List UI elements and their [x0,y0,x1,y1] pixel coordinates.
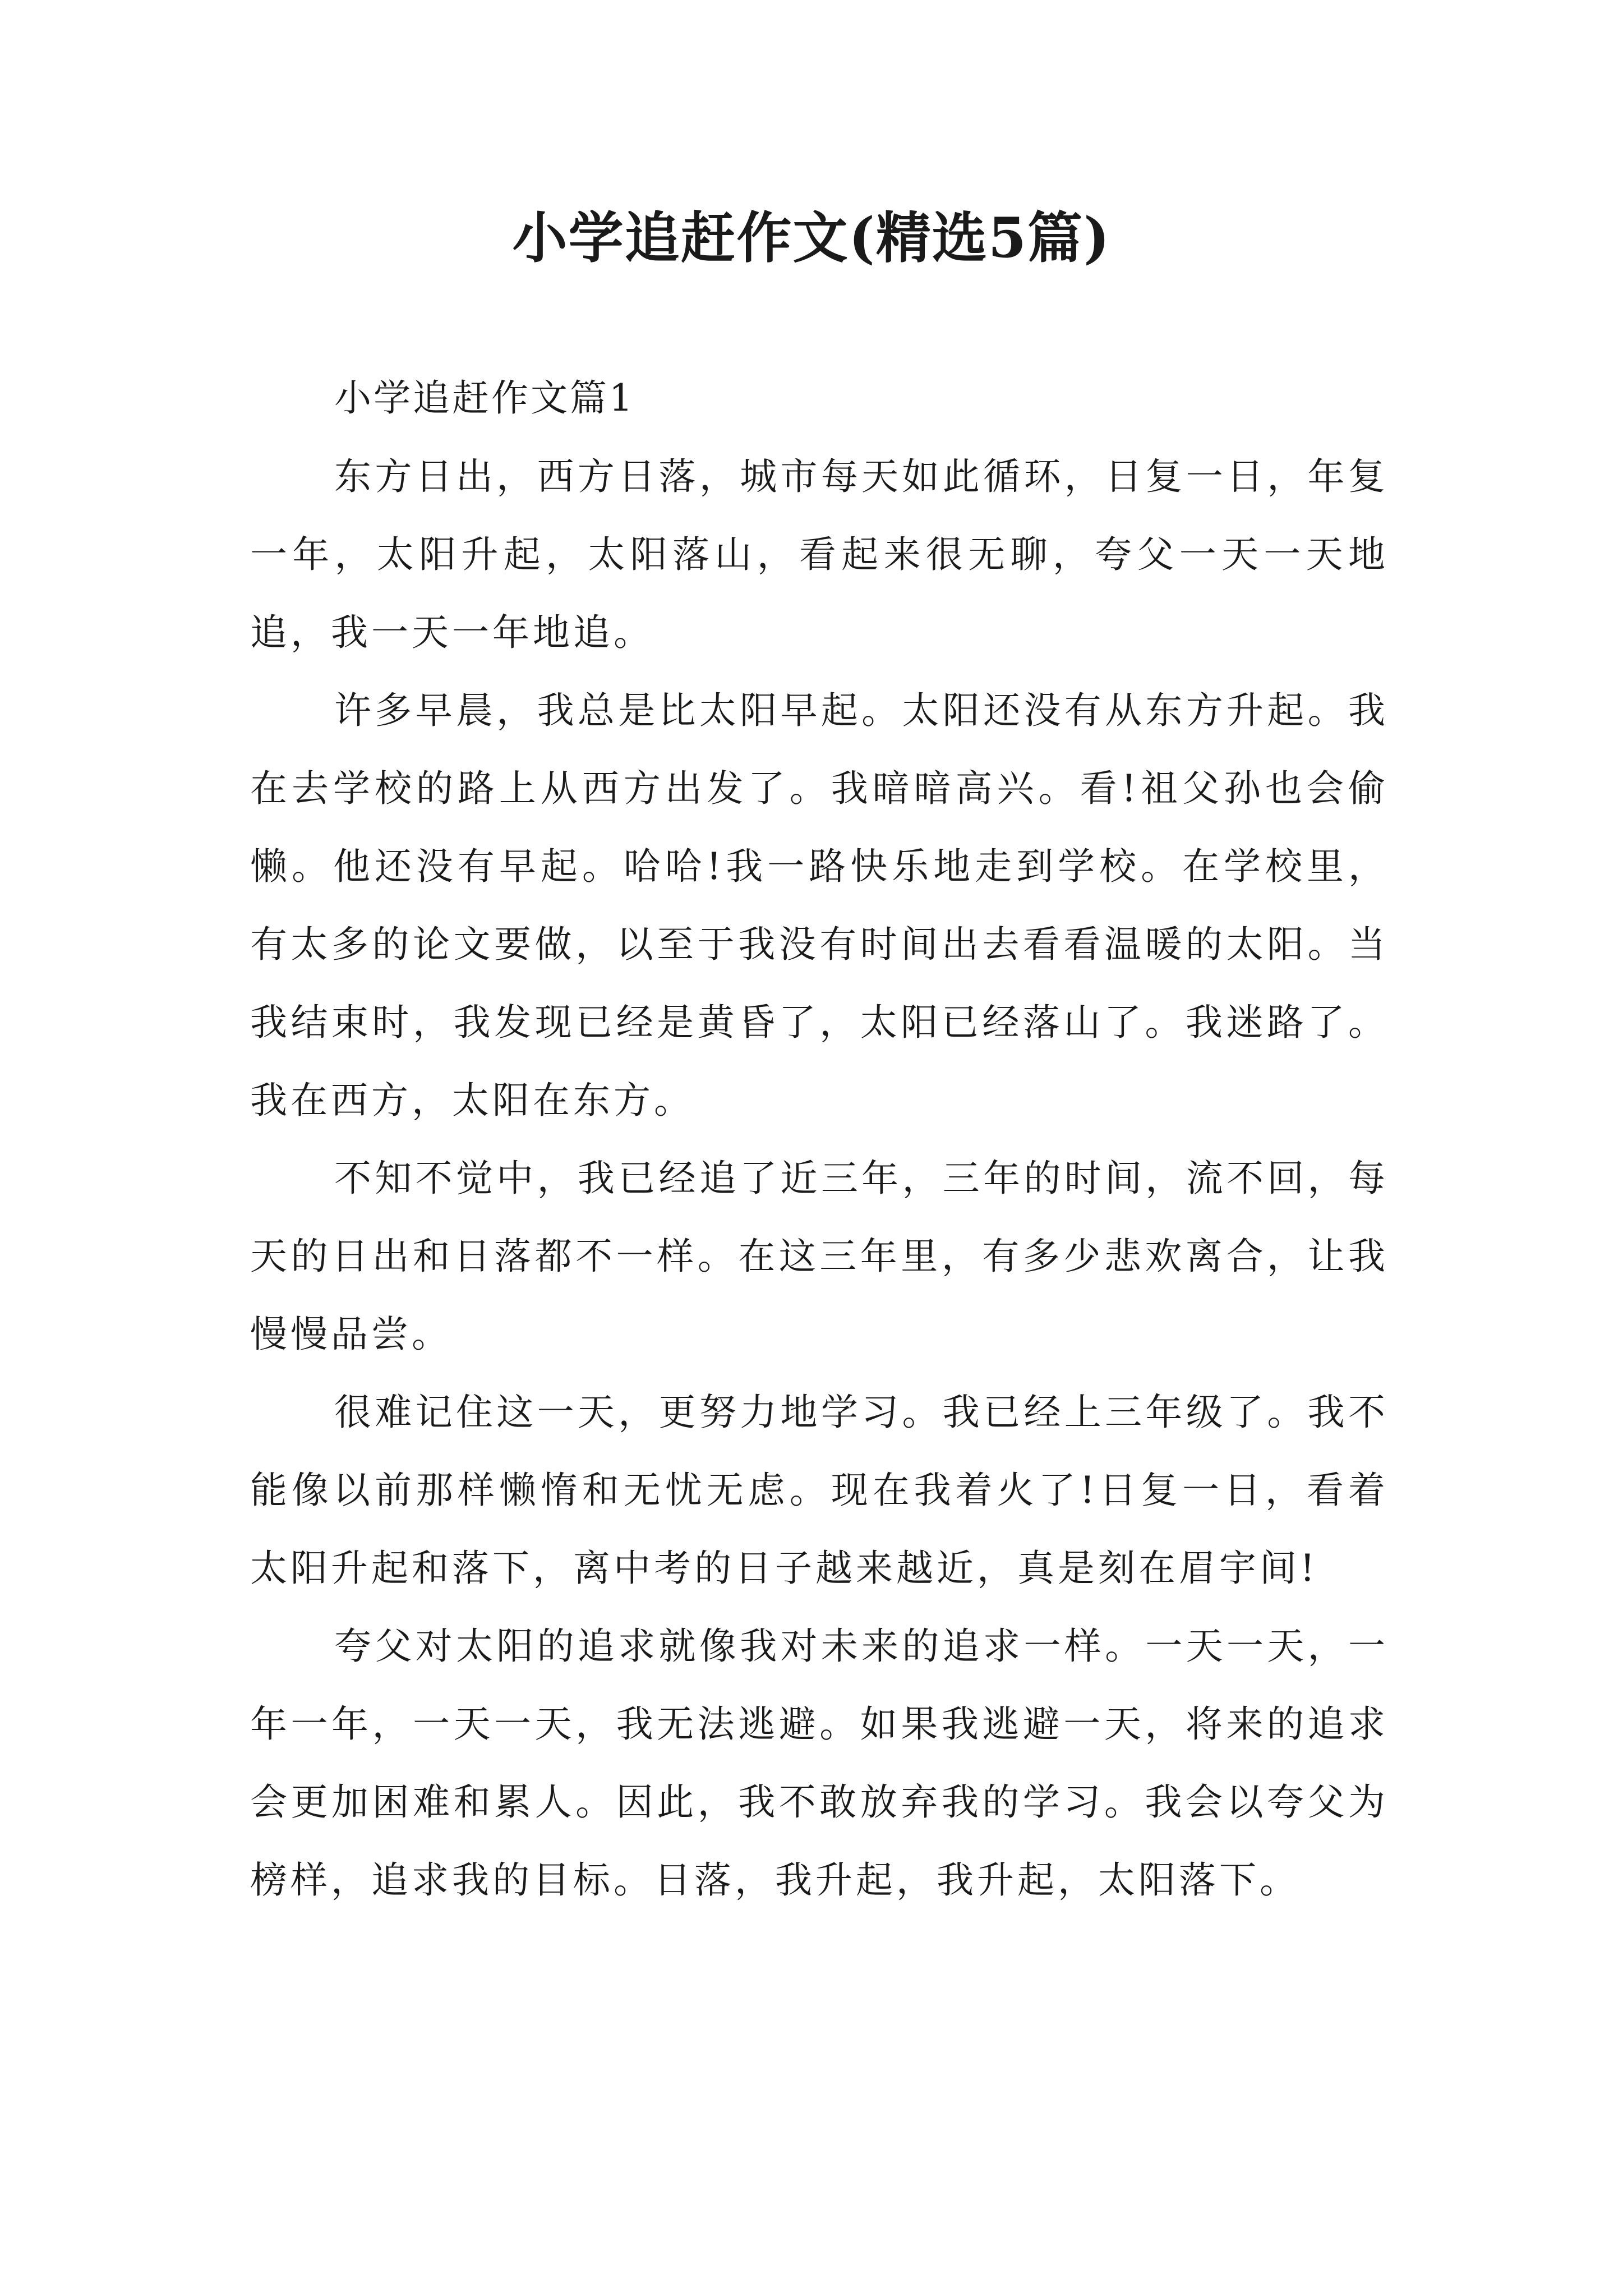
paragraph: 不知不觉中，我已经追了近三年，三年的时间，流不回，每天的日出和日落都不一样。在这三年里，有多少悲欢离合，让我慢慢品尝。 [250,1157,1389,1356]
paragraph: 东方日出，西方日落，城市每天如此循环，日复一日，年复一年，太阳升起，太阳落山，看起来很无聊，夸父一天一天地追，我一天一年地追。 [250,455,1389,654]
paragraph: 很难记住这一天，更努力地学习。我已经上三年级了。我不能像以前那样懒惰和无忧无虑。现在我着火了!日复一日，看着太阳升起和落下，离中考的日子越来越近，真是刻在眉宇间! [250,1391,1389,1590]
document-body [250,359,1389,1919]
paragraph: 许多早晨，我总是比太阳早起。太阳还没有从东方升起。我在去学校的路上从西方出发了。我暗暗高兴。看!祖父孙也会偷懒。他还没有早起。哈哈!我一路快乐地走到学校。在学校里，有太多的论文要做，以至于我没有时间出去看看温暖的太阳。当我结束时，我发现已经是黄昏了，太阳已经落山了。我迷路了。我在西方，太阳在东方。 [250,689,1389,1122]
paragraph: 夸父对太阳的追求就像我对未来的追求一样。一天一天，一年一年，一天一天，我无法逃避。如果我逃避一天，将来的追求会更加困难和累人。因此，我不敢放弃我的学习。我会以夸父为榜样，追求我的目标。日落，我升起，我升起，太阳落下。 [250,1625,1389,1902]
section-heading: 小学追赶作文篇1 [334,376,635,420]
document-title: 小学追赶作文(精选5篇) [512,206,1111,270]
